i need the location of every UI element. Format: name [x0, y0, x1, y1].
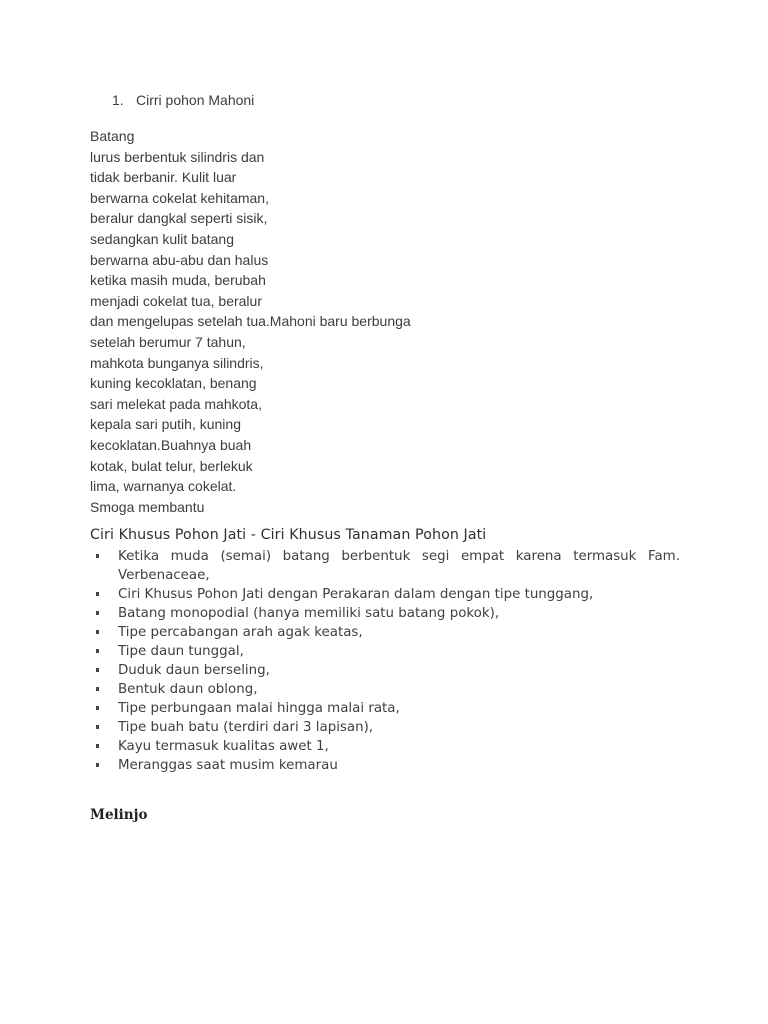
list-item [90, 680, 680, 699]
bullet-icon [96, 725, 99, 729]
text-line: tidak berbanir. Kulit luar [90, 169, 237, 186]
text-line: sedangkan kulit batang [90, 230, 234, 247]
list-item-text: Tipe buah batu (terdiri dari 3 lapisan), [118, 720, 374, 735]
list-item-text: Duduk daun berseling, [118, 663, 270, 678]
text-line: Smoga membantu [90, 498, 205, 515]
list-item [90, 737, 680, 756]
bullet-icon [96, 592, 99, 596]
bullet-icon [96, 630, 99, 634]
text-line: lurus berbentuk silindris dan [90, 148, 265, 165]
text-line: kotak, bulat telur, berlekuk [90, 457, 253, 474]
list-item [90, 585, 680, 604]
bullet-icon [96, 649, 99, 653]
bullet-icon [96, 554, 99, 558]
text-line: sari melekat pada mahkota, [90, 395, 262, 412]
text-line: lima, warnanya cokelat. [90, 478, 237, 495]
list-number: 1. [112, 92, 124, 108]
bullet-icon [96, 706, 99, 710]
text-line: beralur dangkal seperti sisik, [90, 210, 268, 227]
list-item [90, 699, 680, 718]
list-item [90, 756, 680, 775]
section-title: Cirri pohon Mahoni [136, 92, 255, 108]
list-item-text: Ketika muda (semai) batang berbentuk segi empat karena termasuk Fam. Verbenaceae, [118, 549, 680, 583]
list-item-text: Meranggas saat musim kemarau [118, 758, 338, 773]
text-line: berwarna abu-abu dan halus [90, 251, 269, 268]
list-item-text: Batang monopodial (hanya memiliki satu batang pokok), [118, 606, 500, 621]
text-line: kuning kecoklatan, benang [90, 375, 257, 392]
list-item-text: Tipe perbungaan malai hingga malai rata, [118, 701, 400, 716]
bullet-icon [96, 744, 99, 748]
list-item [90, 604, 680, 623]
jati-heading: Ciri Khusus Pohon Jati - Ciri Khusus Tanaman Pohon Jati [90, 527, 487, 543]
bullet-icon [96, 668, 99, 672]
mahoni-description [90, 126, 411, 517]
list-item-text: Tipe percabangan arah agak keatas, [118, 625, 363, 640]
list-item-text: Bentuk daun oblong, [118, 682, 258, 697]
text-line: kecoklatan.Buahnya buah [90, 436, 252, 453]
numbered-heading-mahoni [112, 92, 254, 108]
text-line: kepala sari putih, kuning [90, 416, 241, 433]
text-line: setelah berumur 7 tahun, [90, 333, 246, 350]
list-item [90, 661, 680, 680]
melinjo-heading: Melinjo [90, 807, 148, 823]
list-item [90, 547, 680, 585]
text-line: berwarna cokelat kehitaman, [90, 189, 269, 206]
list-item-text: Tipe daun tunggal, [118, 644, 244, 659]
list-item [90, 623, 680, 642]
text-line: Batang [90, 128, 135, 144]
list-item [90, 642, 680, 661]
bullet-icon [96, 763, 99, 767]
list-item [90, 718, 680, 737]
jati-bullet-list [90, 547, 680, 775]
text-line: menjadi cokelat tua, beralur [90, 292, 262, 309]
list-item-text: Kayu termasuk kualitas awet 1, [118, 739, 329, 754]
bullet-icon [96, 687, 99, 691]
text-line: ketika masih muda, berubah [90, 272, 266, 289]
text-line: dan mengelupas setelah tua.Mahoni baru berbunga [90, 313, 411, 330]
bullet-icon [96, 611, 99, 615]
text-line: mahkota bunganya silindris, [90, 354, 264, 371]
list-item-text: Ciri Khusus Pohon Jati dengan Perakaran dalam dengan tipe tunggang, [118, 587, 594, 602]
